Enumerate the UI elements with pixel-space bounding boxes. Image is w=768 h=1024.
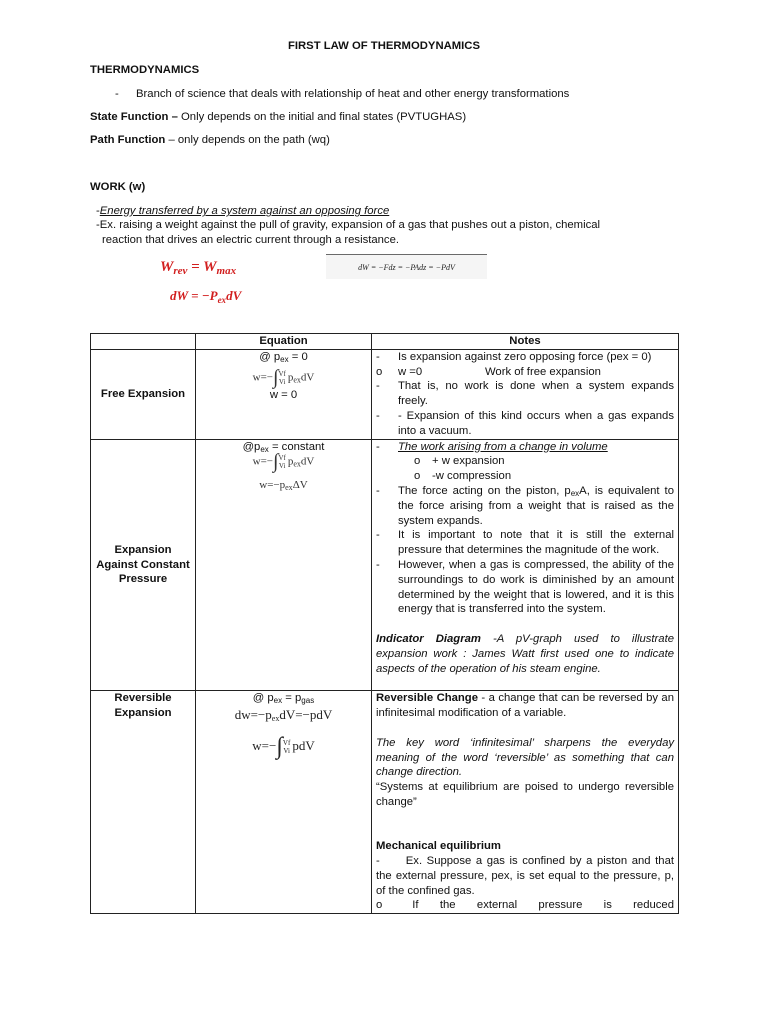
free-note-1-text: Is expansion against zero opposing force (pex = 0) — [398, 350, 652, 363]
table-row-reversible — [91, 691, 679, 914]
rev-limit-lower: Vi — [283, 746, 290, 755]
constant-f2-sub: ex — [285, 483, 293, 493]
spacer — [376, 617, 674, 632]
mech-mark: - — [376, 855, 380, 868]
constant-f2-main: w=−p — [259, 479, 286, 492]
constant-note-c — [376, 558, 674, 617]
constant-note-c-mark: - — [376, 558, 380, 571]
mech-text: Ex. Suppose a gas is confined by a piston and that the external pressure, pex, is set equal to the pressure, p, of the confined gas. — [376, 855, 674, 897]
free-expansion-equation — [196, 349, 372, 439]
free-expansion-label: Free Expansion — [91, 349, 196, 439]
constant-limit-upper: Vf — [278, 454, 286, 463]
last-note — [376, 898, 674, 913]
eq-wrev: W — [160, 259, 174, 275]
thermodynamics-definition: Branch of science that deals with relationship of heat and other energy transformations — [136, 88, 570, 100]
reversible-differential-formula — [200, 708, 367, 723]
header-equation: Equation — [196, 334, 372, 350]
reversible-notes — [372, 691, 679, 914]
constant-note-c-text: However, when a gas is compressed, the ability of the surroundings to do work is diminished by an amount determined by the weight that is lowered, and it is this energy that is transferred into the system. — [398, 558, 674, 616]
last-mark: o — [376, 899, 383, 912]
header-blank — [91, 334, 196, 350]
work-example-line2: reaction that drives an electric current through a resistance. — [102, 234, 400, 246]
constant-delta-formula — [200, 478, 367, 493]
thermodynamics-bullet-mark: - — [115, 88, 119, 100]
free-result: w = 0 — [269, 388, 298, 401]
rev-f1-tail: dV=−pdV — [279, 707, 333, 723]
eq-dw-sub: ex — [217, 295, 227, 305]
indicator-text: -A pV-graph used to illustrate expansion work : James Watt first used one to indicate aspects of the operation of his steam engine. — [376, 632, 674, 675]
constant-intro-mark: - — [376, 440, 380, 453]
table-header-row — [91, 334, 679, 350]
rev-f1-main: dw=−p — [234, 707, 272, 723]
free-notes-list — [376, 350, 674, 439]
free-cond-pre: @ p — [259, 350, 281, 363]
rev-cond-pre: @ p — [252, 692, 274, 705]
integral-sign: ∫ — [272, 450, 279, 473]
free-note-1 — [376, 350, 674, 365]
free-note-3-mark: - — [376, 380, 380, 393]
free-integral-formula — [200, 366, 367, 389]
table-row-constant-pressure — [91, 439, 679, 691]
table-row-free-expansion — [91, 349, 679, 439]
work-heading: WORK (w) — [90, 181, 146, 193]
free-formula-body-sub: ex — [293, 375, 301, 385]
work-definition-mark: - — [96, 205, 100, 217]
constant-sub-1-mark: o — [414, 455, 421, 468]
rev-f2-lhs: w=− — [252, 737, 277, 753]
constant-sub-1-text: + w expansion — [432, 455, 505, 468]
equilibrium-quote: “Systems at equilibrium are poised to undergo reversible change” — [376, 781, 674, 808]
reversible-label: Reversible Expansion — [91, 691, 196, 914]
thermodynamics-heading: THERMODYNAMICS — [90, 64, 200, 76]
path-function-label: Path Function — [90, 134, 166, 146]
path-function-line — [90, 134, 330, 146]
rev-cond-sub2: gas — [301, 696, 315, 706]
work-equation-image-text: dW = −Fdz = −PAdz = −PdV — [358, 262, 455, 272]
work-definition: Energy transferred by a system against an opposing force — [99, 205, 390, 217]
reversible-integral-formula — [200, 733, 367, 760]
constant-sub-2-mark: o — [414, 470, 421, 483]
constant-intro-text: The work arising from a change in volume — [398, 440, 608, 453]
constant-cond-sub: ex — [260, 444, 269, 454]
constant-note-a-sub: ex — [570, 488, 580, 498]
free-note-3-text: That is, no work is done when a system expands freely. — [398, 380, 674, 408]
rev-limit-upper: Vf — [282, 738, 291, 747]
eq-dw-main: dW = −P — [170, 288, 218, 303]
rev-f1-sub: ex — [271, 714, 280, 724]
reversible-change-def — [376, 691, 674, 721]
constant-pressure-notes — [372, 439, 679, 691]
rev-cond-sub: ex — [273, 696, 283, 706]
constant-note-b-text: It is important to note that it is still the external pressure that determines the magnitude of the work. — [398, 529, 674, 557]
constant-note-b — [376, 528, 674, 558]
free-note-4-mark: - — [376, 409, 380, 422]
rev-f2-tail: pdV — [292, 737, 315, 753]
constant-formula-body-sub: ex — [293, 459, 301, 469]
constant-integral-formula — [200, 450, 367, 473]
free-formula-body: p — [287, 371, 294, 384]
constant-sub-2 — [376, 469, 674, 484]
path-function-text: – only depends on the path (wq) — [165, 134, 330, 146]
work-table — [90, 333, 679, 914]
eq-wmax-sub: max — [216, 265, 237, 277]
work-definition-line — [96, 205, 389, 217]
equation-dw — [170, 288, 241, 305]
rc-label: Reversible Change — [376, 692, 478, 705]
constant-sub-1 — [376, 454, 674, 469]
free-note-4-text: - Expansion of this kind occurs when a gas expands into a vacuum. — [398, 409, 674, 437]
free-cond-post: = 0 — [288, 350, 308, 363]
free-note-4 — [376, 409, 674, 439]
constant-pressure-label: Expansion Against Constant Pressure — [91, 439, 196, 691]
free-note-1-mark: - — [376, 350, 380, 363]
rev-limits — [283, 739, 290, 755]
constant-formula-lhs: w=− — [252, 455, 273, 468]
free-note-3 — [376, 379, 674, 409]
state-function-label: State Function – — [90, 111, 178, 123]
eq-wmax: W — [203, 259, 217, 275]
integral-sign: ∫ — [276, 733, 283, 760]
free-limit-upper: Vf — [278, 369, 286, 378]
spacer — [376, 810, 674, 840]
free-cond-sub: ex — [280, 354, 289, 364]
free-limit-lower: Vi — [278, 377, 286, 386]
constant-formula-body: p — [287, 455, 294, 468]
free-expansion-notes — [372, 349, 679, 439]
constant-note-b-mark: - — [376, 529, 380, 542]
constant-note-a-post: A, is equivalent to the force arising from a weight that is raised as the system expands. — [398, 484, 674, 527]
equation-wrev-wmax — [160, 259, 236, 277]
last-text: If the external pressure is reduced — [412, 899, 674, 912]
mechanical-equilibrium-heading: Mechanical equilibrium — [376, 840, 501, 853]
constant-limits — [278, 454, 285, 470]
work-example-line1: -Ex. raising a weight against the pull of gravity, expansion of a gas that pushes out a piston, chemical — [96, 219, 601, 231]
free-condition — [200, 350, 367, 365]
indicator-label: Indicator Diagram — [376, 632, 481, 645]
spacer — [376, 721, 674, 736]
work-equation-image — [326, 254, 487, 279]
constant-condition — [200, 440, 367, 455]
constant-formula-tail: dV — [300, 455, 315, 468]
constant-pressure-equation — [196, 439, 372, 691]
free-note-2-mark: o — [376, 365, 383, 378]
free-note-2-text: w =0 Work of free expansion — [398, 365, 601, 378]
rc-text: - a change that can be reversed by an infinitesimal modification of a variable. — [376, 692, 674, 720]
free-limits — [278, 370, 285, 386]
constant-note-a-pre: The force acting on the piston, p — [398, 484, 571, 497]
key-word-note: The key word ‘infinitesimal’ sharpens the everyday meaning of the word ‘reversible’ as something that can change direction. — [376, 736, 674, 779]
constant-note-a-mark: - — [376, 484, 380, 497]
constant-sub-2-text: -w compression — [432, 470, 512, 483]
free-formula-tail: dV — [300, 371, 315, 384]
free-formula-lhs: w=− — [252, 371, 273, 384]
mechanical-equilibrium-example — [376, 854, 674, 898]
constant-limit-lower: Vi — [278, 462, 286, 471]
reversible-equation — [196, 691, 372, 914]
header-notes: Notes — [372, 334, 679, 350]
constant-notes-list — [376, 440, 674, 618]
indicator-diagram-note — [376, 632, 674, 676]
eq-wrev-sub: rev — [173, 265, 188, 277]
eq-dw-tail: dV — [226, 288, 242, 303]
constant-note-a — [376, 484, 674, 528]
free-note-2 — [376, 365, 674, 380]
eq-equals: = — [187, 259, 204, 275]
state-function-line — [90, 111, 466, 123]
constant-f2-tail: ΔV — [292, 479, 308, 492]
state-function-text: Only depends on the initial and final states (PVTUGHAS) — [177, 111, 467, 123]
integral-sign: ∫ — [272, 366, 279, 389]
rev-cond-mid: = p — [282, 692, 302, 705]
constant-note-intro — [376, 440, 674, 455]
constant-cond-post: = constant — [268, 440, 325, 453]
page-title: FIRST LAW OF THERMODYNAMICS — [287, 40, 481, 52]
constant-cond-pre: @p — [242, 440, 261, 453]
reversible-condition — [200, 691, 367, 706]
